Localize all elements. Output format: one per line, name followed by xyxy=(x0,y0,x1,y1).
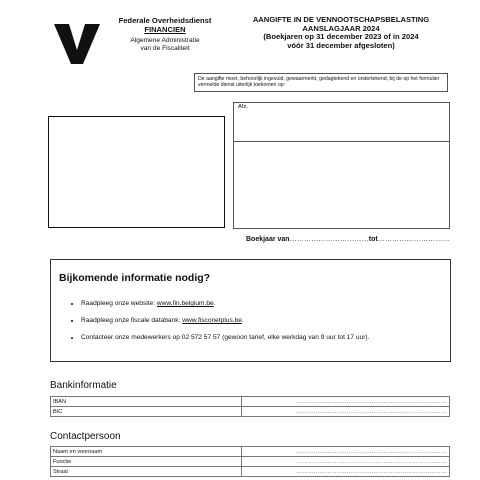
street-label: Straat xyxy=(51,467,242,477)
boekjaar-line xyxy=(246,236,450,243)
iban-label: IBAN xyxy=(51,397,242,407)
address-window-box xyxy=(48,116,225,228)
logo-v-icon xyxy=(52,22,102,66)
info-heading: Bijkomende informatie nodig? xyxy=(59,272,211,284)
info-list xyxy=(69,300,369,351)
sender-box xyxy=(233,102,450,229)
org-department: FINANCIEN xyxy=(144,25,186,34)
bank-table xyxy=(50,396,450,417)
form-title: AANGIFTE IN DE VENNOOTSCHAPSBELASTING AANSLAGJAAR 2024 (Boekjaren op 31 december 2023 of in 2024 vóór 31 december afgesloten) xyxy=(252,15,430,50)
name-field[interactable]: …………………………………………………………………… xyxy=(242,447,450,457)
info-item-website: • Raadpleeg onze website: www.fin.belgium.be. xyxy=(81,300,369,317)
bank-heading: Bankinformatie xyxy=(50,380,117,391)
info-item-databank: • Raadpleeg onze fiscale databank: www.fisconetplus.be. xyxy=(81,317,369,334)
table-row xyxy=(51,397,450,407)
street-field[interactable]: …………………………………………………………………… xyxy=(242,467,450,477)
table-row xyxy=(51,457,450,467)
afz-label: Afz. xyxy=(238,104,248,110)
sender-divider xyxy=(234,141,449,142)
boekjaar-to-field[interactable]: ………………………… xyxy=(377,236,450,243)
table-row xyxy=(51,467,450,477)
name-label: Naam en voornaam xyxy=(51,447,242,457)
function-field[interactable]: …………………………………………………………………… xyxy=(242,457,450,467)
contact-table xyxy=(50,446,450,477)
function-label: Functie xyxy=(51,457,242,467)
contact-heading: Contactpersoon xyxy=(50,431,121,442)
table-row xyxy=(51,447,450,457)
boekjaar-from-field[interactable]: …………………………… xyxy=(289,236,369,243)
organization-block xyxy=(110,16,220,53)
org-name: Federale Overheidsdienst xyxy=(118,16,212,25)
bic-field[interactable]: …………………………………………………………………… xyxy=(242,407,450,417)
boekjaar-label: Boekjaar van xyxy=(246,236,290,243)
info-box xyxy=(50,259,451,362)
org-administration: Algemene Administratie van de Fiscaliteit xyxy=(130,37,200,52)
deadline-notice: De aangifte moet, behoorlijk ingevuld, gewaarmerkt, gedagtekend en ondertekend, bij de op het formulier vermelde dienst uiterlijk toekomen op: xyxy=(194,73,448,92)
boekjaar-tot-label: tot xyxy=(368,236,378,243)
website-link[interactable]: www.fin.belgium.be xyxy=(156,300,214,307)
bic-label: BIC xyxy=(51,407,242,417)
iban-field[interactable]: …………………………………………………………………… xyxy=(242,397,450,407)
databank-link[interactable]: www.fisconetplus.be xyxy=(182,317,242,324)
info-item-phone: • Contacteer onze medewerkers op 02 572 57 57 (gewoon tarief, elke werkdag van 9 uur tot 17 uur). xyxy=(81,334,369,351)
table-row xyxy=(51,407,450,417)
